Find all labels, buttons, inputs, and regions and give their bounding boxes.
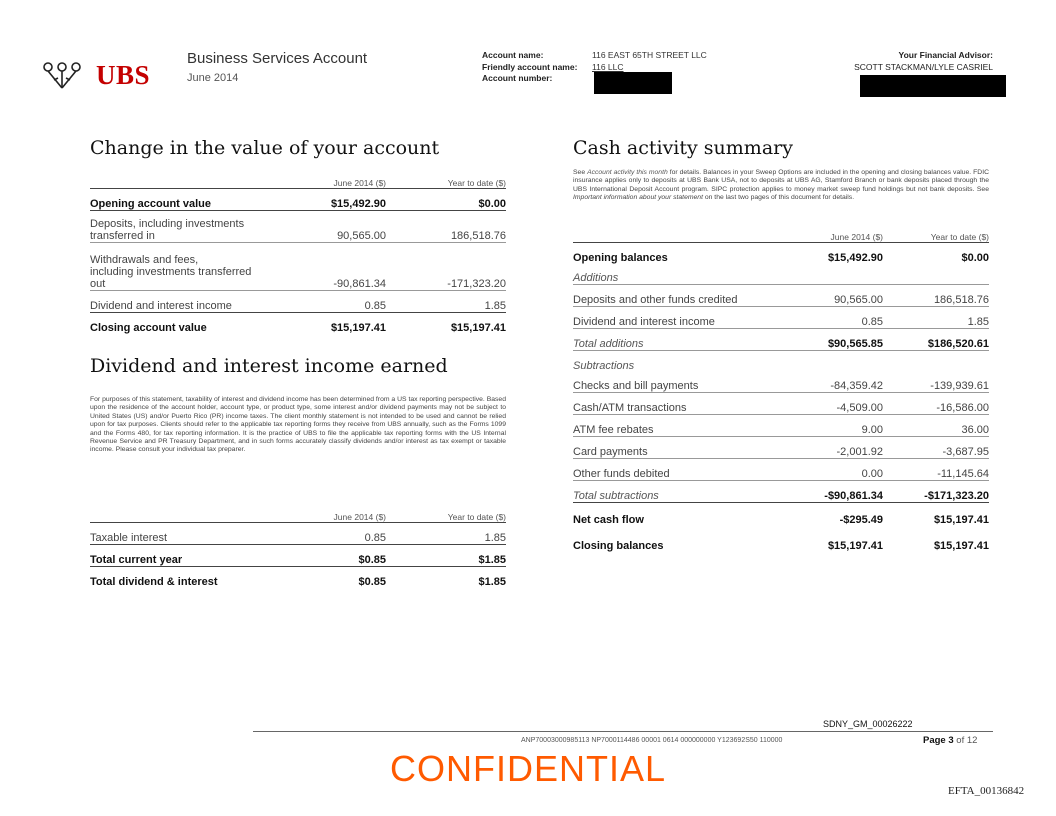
table-cell: Total dividend & interest (90, 566, 290, 588)
table-row (573, 526, 989, 552)
cash-note-paragraph: See Account activity this month for details. Balances in your Sweep Options are included in the opening and closing balances value. FDIC insurance applies only to deposits at UBS Bank USA, not to deposits at UBS AG, Stamford Branch or bank deposits placed through the UBS International Deposit Account program. SIPC protection applies to money market sweep fund holdings but not bank deposits. See Important information about your statement on the last two pages of this document for details. (573, 169, 989, 202)
table-cell: Cash/ATM transactions (573, 392, 783, 414)
footer-divider (253, 731, 993, 732)
table-cell: $0.00 (386, 188, 506, 210)
table-cell: -3,687.95 (883, 436, 989, 458)
bates-number: SDNY_GM_00026222 (823, 719, 913, 729)
table-cell: 0.85 (783, 306, 883, 328)
table-cell: $0.00 (883, 242, 989, 264)
table-cell: -2,001.92 (783, 436, 883, 458)
advisor-label: Your Financial Advisor: (898, 50, 993, 60)
table-cell: $15,197.41 (883, 502, 989, 526)
logo-text: UBS (96, 60, 151, 90)
table-row (90, 544, 506, 566)
table-cell: 0.00 (783, 458, 883, 480)
table-cell: Closing balances (573, 540, 664, 552)
important-info-reference: Important information about your statement (573, 194, 703, 202)
table-row (573, 480, 989, 502)
table-row (573, 350, 989, 372)
table-cell: -11,145.64 (883, 458, 989, 480)
redaction-box (594, 72, 672, 94)
additions-heading: Additions (573, 271, 619, 284)
table-cell: $186,520.61 (883, 328, 989, 350)
table-cell: $15,197.41 (933, 540, 989, 552)
table-row (573, 242, 989, 264)
table-cell: Deposits and other funds credited (573, 284, 783, 306)
table-cell: -16,586.00 (883, 392, 989, 414)
table-cell: -$295.49 (783, 502, 883, 526)
document-code: ANP70003000985113 NP7000114486 00001 0614 000000000 Y123692S50 110000 (521, 737, 783, 744)
dividend-section-title: Dividend and interest income earned (90, 355, 448, 377)
dividend-table (90, 500, 506, 588)
subtractions-heading: Subtractions (573, 350, 989, 372)
ubs-keys-logo-icon (38, 58, 94, 92)
table-row: Withdrawals and fees, including investments transferred out -90,861.34 -171,323.20 (90, 242, 506, 290)
table-cell: 36.00 (883, 414, 989, 436)
table-cell: -171,323.20 (386, 242, 506, 290)
col-header-june: June 2014 ($) (333, 511, 386, 522)
table-cell: 90,565.00 (783, 284, 883, 306)
efta-number: EFTA_00136842 (948, 785, 1025, 797)
table-cell: Dividend and interest income (90, 290, 290, 312)
table-cell: Closing account value (90, 312, 290, 334)
page-number: Page 3 of 12 (923, 735, 978, 746)
table-row (573, 502, 989, 526)
table-cell: 0.85 (290, 522, 386, 544)
col-header-june: June 2014 ($) (333, 177, 386, 188)
account-name-label: Account name: (482, 50, 544, 60)
table-cell: -84,359.42 (830, 379, 883, 392)
table-row (573, 458, 989, 480)
table-cell: $1.85 (386, 544, 506, 566)
account-name-value: 116 EAST 65TH STREET LLC (592, 50, 707, 60)
table-cell: 186,518.76 (883, 284, 989, 306)
table-cell: Opening balances (573, 242, 783, 264)
table-cell: 1.85 (883, 306, 989, 328)
table-cell: $15,492.90 (290, 188, 386, 210)
redaction-box (860, 75, 1006, 97)
confidential-stamp: CONFIDENTIAL (390, 748, 667, 789)
tax-disclaimer-paragraph: For purposes of this statement, taxability of interest and dividend income has been determined from a US tax reporting perspective. Based upon the residence of the account holder, account type, or product type, some interest and/or dividend payments may not be subject to United States (US) and/or Puerto Rico (PR) income taxes. The client monthly statement is not intended to be used and cannot be relied upon for tax purposes. Clients should refer to the applicable tax reporting forms they receive from UBS annually, such as the Forms 1099 and the Forms 480, for tax reporting information. It is the practice of UBS to file the applicable tax reporting forms with the US Internal Revenue Service and PR Treasury Department, and in such forms accurately classify dividends and/or interest as tax exempt or taxable income. Please consult your individual tax preparer. (90, 396, 506, 454)
table-cell: 186,518.76 (386, 210, 506, 242)
account-number-label: Account number: (482, 73, 553, 83)
cash-section-title: Cash activity summary (573, 137, 793, 159)
table-cell: -4,509.00 (783, 392, 883, 414)
table-cell: Total additions (573, 328, 783, 350)
table-row (573, 372, 989, 392)
advisor-info (854, 50, 993, 73)
table-cell: 9.00 (783, 414, 883, 436)
document-date: June 2014 (187, 72, 239, 84)
table-row (90, 290, 506, 312)
table-cell: 90,565.00 (290, 210, 386, 242)
table-row (90, 566, 506, 588)
table-cell: -90,861.34 (290, 242, 386, 290)
table-cell: $15,197.41 (290, 312, 386, 334)
col-header-ytd: Year to date ($) (447, 511, 506, 522)
table-row (573, 328, 989, 350)
table-cell: -$90,861.34 (783, 480, 883, 502)
table-cell: Taxable interest (90, 522, 290, 544)
table-cell: Opening account value (90, 188, 290, 210)
table-row (573, 264, 989, 284)
change-table (90, 170, 506, 334)
table-row (573, 414, 989, 436)
table-cell: 1.85 (386, 522, 506, 544)
table-cell: Net cash flow (573, 502, 783, 526)
table-cell: Dividend and interest income (573, 306, 783, 328)
table-cell: $15,197.41 (827, 540, 883, 552)
table-cell: $15,492.90 (783, 242, 883, 264)
table-row (573, 306, 989, 328)
table-cell: $0.85 (290, 566, 386, 588)
account-activity-reference: Account activity this month (587, 169, 668, 176)
col-header-ytd: Year to date ($) (447, 177, 506, 188)
table-cell: Total subtractions (573, 480, 783, 502)
document-title: Business Services Account (187, 50, 368, 67)
table-cell: -$171,323.20 (883, 480, 989, 502)
table-cell: -139,939.61 (930, 379, 989, 392)
table-row: Deposits, including investments transferred in 90,565.00 186,518.76 (90, 210, 506, 242)
col-header-ytd: Year to date ($) (930, 231, 989, 242)
table-cell: Total current year (90, 544, 290, 566)
friendly-name-value: 116 LLC (592, 61, 624, 72)
table-cell: 0.85 (290, 290, 386, 312)
col-header-june: June 2014 ($) (830, 231, 883, 242)
table-cell: $0.85 (290, 544, 386, 566)
advisor-value: SCOTT STACKMAN/LYLE CASRIEL (854, 61, 993, 72)
table-cell: $90,565.85 (783, 328, 883, 350)
change-section-title: Change in the value of your account (90, 137, 440, 159)
friendly-name-label: Friendly account name: (482, 61, 578, 72)
table-cell: ATM fee rebates (573, 414, 783, 436)
table-row (573, 284, 989, 306)
table-cell: $1.85 (386, 566, 506, 588)
table-row (90, 188, 506, 210)
table-cell: Other funds debited (573, 458, 783, 480)
table-cell: 1.85 (386, 290, 506, 312)
table-row (90, 522, 506, 544)
cash-table (573, 226, 989, 552)
table-cell: $15,197.41 (386, 312, 506, 334)
table-cell: Checks and bill payments (573, 379, 699, 392)
table-row (573, 392, 989, 414)
table-cell: Card payments (573, 436, 783, 458)
table-row (573, 436, 989, 458)
table-row (90, 312, 506, 334)
